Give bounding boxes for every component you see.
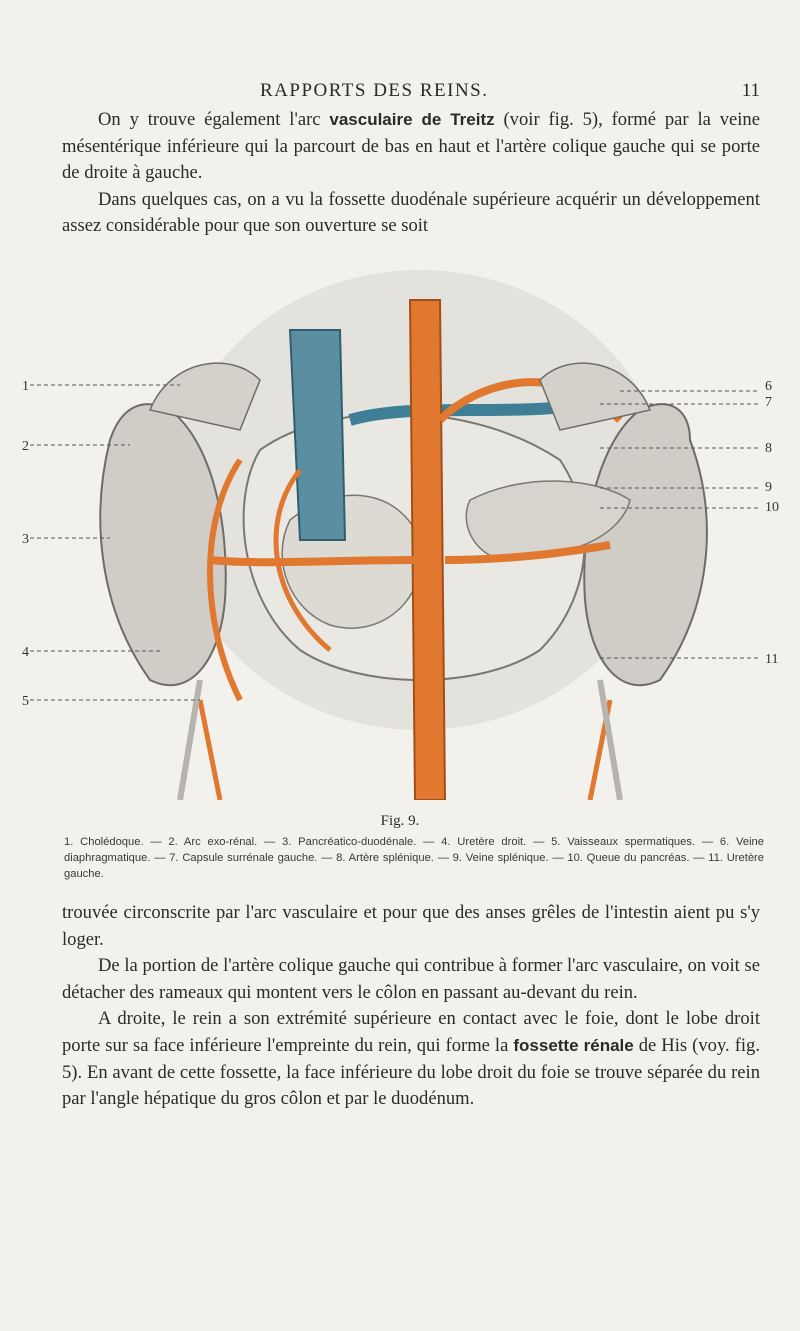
label-7: 7 [765, 395, 772, 410]
running-head: RAPPORTS DES REINS. [260, 80, 489, 101]
caption-text: 1. Cholédoque. — 2. Arc exo-rénal. — 3. Pancréatico-duodénale. — 4. Uretère droit. — 5. Vaisseaux spermatiques. — 6. Veine diaphragmatique. — 7. Capsule surrénale gauche. — 8. Artère splénique. — 9. Veine splénique. — 10. Queue du pancréas. — 11. Uretère gauche. [64, 836, 764, 880]
label-6: 6 [765, 379, 772, 394]
page-number: 11 [741, 80, 760, 101]
paragraph-droite: A droite, le rein a son extrémité supérieure en contact avec le foie, dont le lobe droit porte sur sa face inférieure l'empreinte du rein, qui forme la fossette rénale de His (voy. fig. 5). En avant de cette fossette, la face inférieure du lobe droit du foie se trouve séparée du rein par l'angle hépatique du gros côlon et par le duodénum. [62, 1008, 760, 1110]
figure-caption [64, 834, 764, 882]
paragraph-continuation: trouvée circonscrite par l'arc vasculaire et pour que des anses grêles de l'intestin aient pu s'y loger. [62, 902, 760, 950]
label-8: 8 [765, 441, 772, 456]
label-9: 9 [765, 480, 772, 495]
bottom-text-block [62, 900, 760, 1113]
label-3: 3 [22, 532, 29, 547]
label-1: 1 [22, 379, 29, 394]
figure-illustration [100, 270, 707, 800]
label-10: 10 [765, 500, 779, 515]
paragraph-colique: De la portion de l'artère colique gauche qui contribue à former l'arc vasculaire, on voit se détacher des rameaux qui montent vers le côlon en passant au-devant du rein. [62, 955, 760, 1003]
figure-title: Fig. 9. [380, 813, 420, 829]
paragraph-treitz: On y trouve également l'arc vasculaire de Treitz (voir fig. 5), formé par la veine mésentérique inférieure qui la parcourt de bas en haut et l'artère colique gauche qui se porte de droite à gauche. [62, 109, 760, 184]
aorta [410, 300, 445, 800]
renal-artery-right [210, 560, 415, 562]
label-2: 2 [22, 439, 29, 454]
ureter-right [180, 680, 200, 800]
paragraph-fossette: Dans quelques cas, on a vu la fossette duodénale supérieure acquérir un développement assez considérable pour que son ouverture se soit [62, 188, 760, 237]
vena-cava [290, 330, 345, 540]
label-11: 11 [765, 652, 779, 667]
label-5: 5 [22, 694, 29, 709]
label-4: 4 [22, 645, 29, 660]
spermatic-vessels-right [200, 700, 220, 800]
